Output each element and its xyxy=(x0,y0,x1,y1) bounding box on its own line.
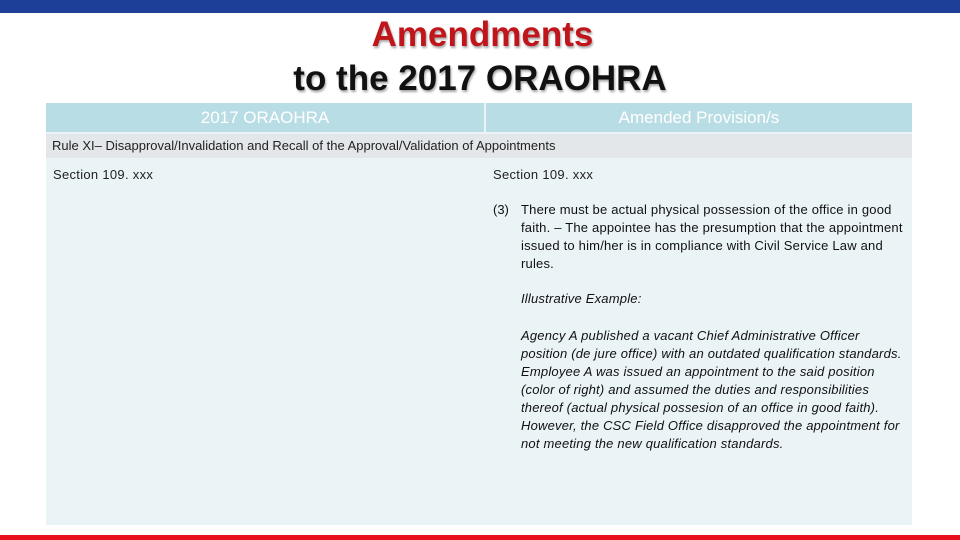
amendments-table xyxy=(46,103,912,525)
original-provision-cell xyxy=(46,160,484,525)
column-header-original: 2017 ORAOHRA xyxy=(46,103,484,132)
provision-item-text: There must be actual physical possession of the office in good faith. – The appointee has the presumption that the appointment issued to him/her is in compliance with Civil Service Law and rules. xyxy=(521,202,903,271)
provision-item-number: (3) xyxy=(493,202,509,217)
illustrative-example-label: Illustrative Example: xyxy=(521,291,642,306)
bottom-accent-bar xyxy=(0,535,960,540)
amended-provision-cell xyxy=(486,160,912,525)
original-section-label: Section 109. xxx xyxy=(53,167,154,182)
provision-item xyxy=(493,201,903,273)
page-title: Amendments xyxy=(371,15,594,54)
column-header-amended: Amended Provision/s xyxy=(486,103,912,132)
top-accent-bar xyxy=(0,0,960,13)
rule-heading-row: Rule XI– Disapproval/Invalidation and Recall of the Approval/Validation of Appointments xyxy=(46,134,912,158)
illustrative-example-text: Agency A published a vacant Chief Administrative Officer position (de jure office) with an outdated qualification standards. Employee A was issued an appointment to the said position (color of right) and assumed the duties and responsibilities thereof (actual physical possesion of an office in good faith). However, the CSC Field Office disapproved the appointment for not meeting the new qualification standards. xyxy=(521,328,902,451)
amended-section-label: Section 109. xxx xyxy=(493,167,594,182)
page-subtitle: to the 2017 ORAOHRA xyxy=(293,59,667,98)
